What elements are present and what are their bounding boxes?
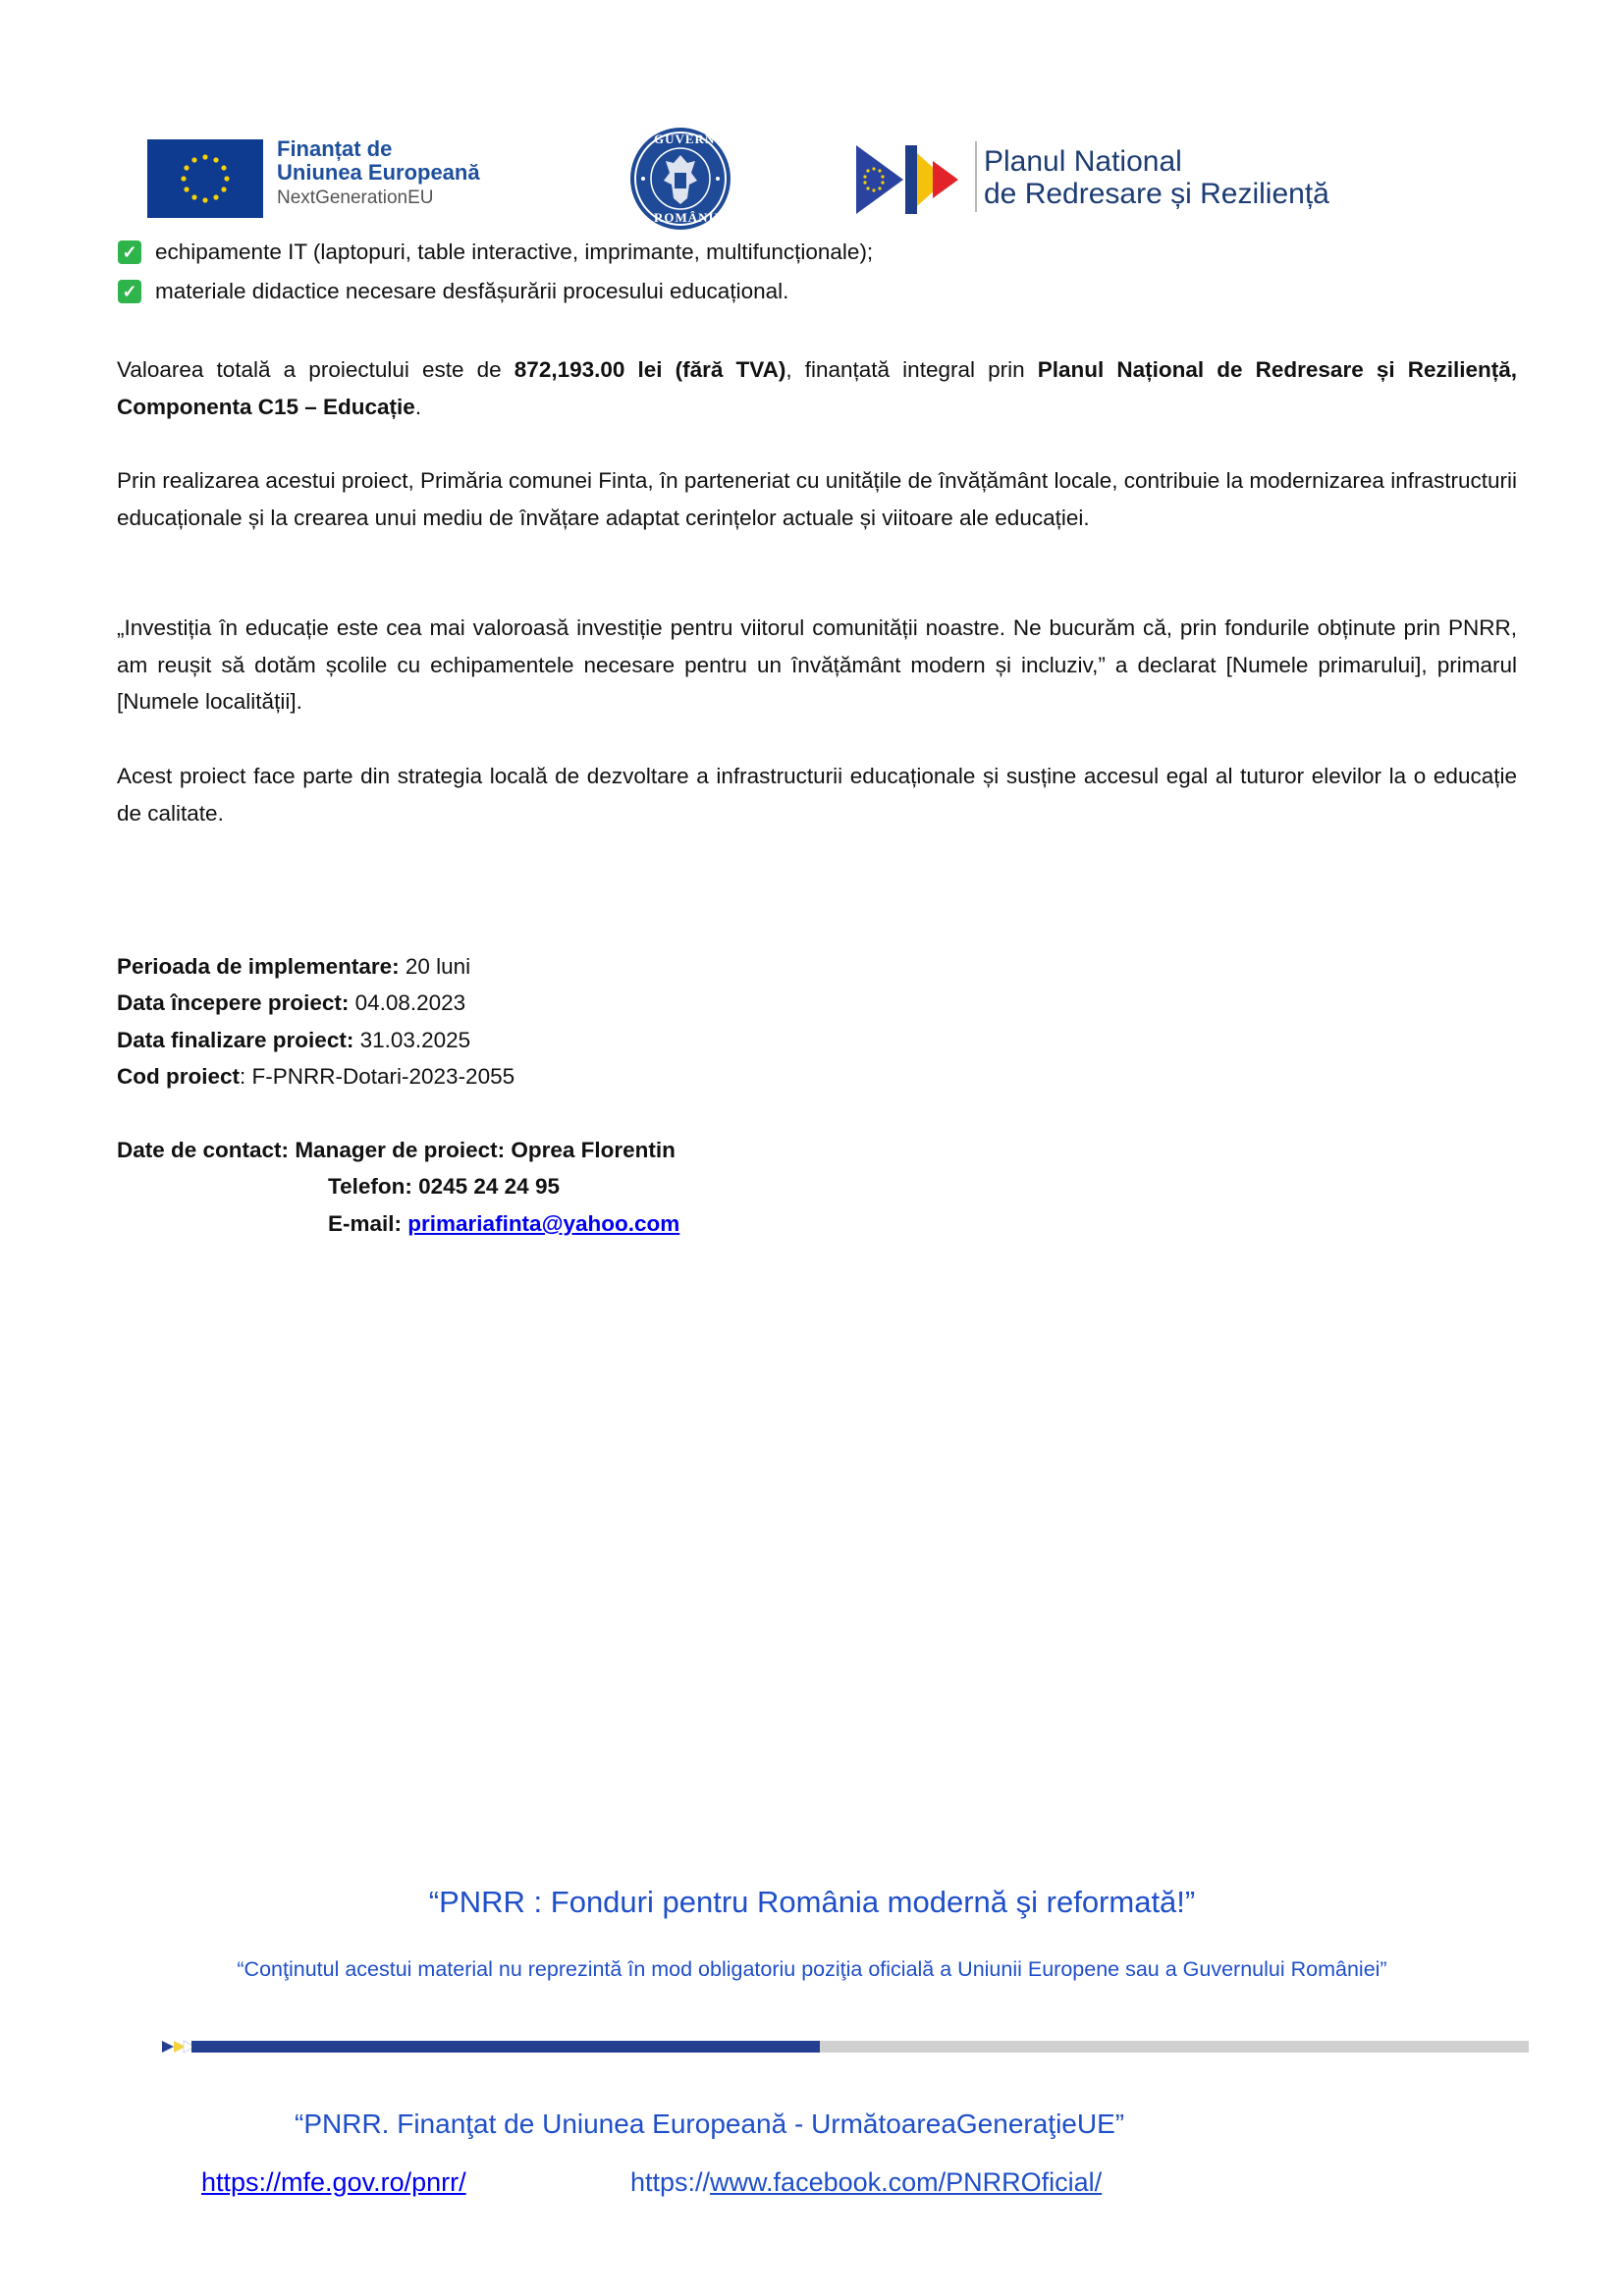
pnrr-logo-line2: de Redresare și Reziliență bbox=[984, 178, 1329, 210]
eu-logo-line1: Finanțat de bbox=[277, 136, 393, 161]
info-label: Data finalizare proiect: bbox=[117, 1028, 354, 1052]
contact-phone: Telefon: 0245 24 24 95 bbox=[328, 1174, 560, 1199]
info-value: 04.08.2023 bbox=[349, 990, 466, 1015]
pnrr-logo-text bbox=[984, 145, 1329, 210]
info-project-code bbox=[117, 1058, 514, 1095]
value-text-mid: , finanțată integral prin bbox=[785, 357, 1038, 382]
seal-text-top: GUVERNUL bbox=[654, 132, 735, 146]
seal-text-bottom: ROMÂNIEI bbox=[654, 210, 731, 225]
eu-funding-logo-text bbox=[277, 137, 480, 210]
pnrr-logo-line1: Planul National bbox=[984, 145, 1182, 178]
info-start-date bbox=[117, 985, 465, 1022]
checklist-item bbox=[118, 240, 873, 265]
info-label: Data începere proiect: bbox=[117, 990, 350, 1015]
checklist-item-text: materiale didactice necesare desfășurării procesului educațional. bbox=[155, 279, 789, 303]
checklist-item bbox=[118, 279, 788, 304]
info-implementation-period bbox=[117, 948, 470, 986]
eu-logo-line2: Uniunea Europeană bbox=[277, 160, 480, 185]
info-label: Cod proiect bbox=[117, 1064, 241, 1089]
contact-phone-line bbox=[328, 1168, 560, 1205]
funding-program: Planul Național de Redresare și Reziliență, Componenta C15 – Educație bbox=[117, 357, 1517, 419]
pnrr-slogan: “PNRR : Fonduri pentru România modernă şi reformată!” bbox=[428, 1885, 1196, 1919]
contact-email-link[interactable]: primariafinta@yahoo.com bbox=[407, 1211, 680, 1236]
eu-logo-line3: NextGenerationEU bbox=[277, 187, 434, 208]
value-text-end: . bbox=[414, 394, 422, 419]
eu-flag-logo bbox=[147, 139, 263, 218]
info-value: : F-PNRR-Dotari-2023-2055 bbox=[240, 1064, 515, 1089]
pnrr-arrows-icon bbox=[856, 145, 974, 214]
strategy-paragraph: Acest proiect face parte din strategia locală de dezvoltare a infrastructurii educaționale și susține accesul egal al tuturor elevilor la o educație de calitate. bbox=[117, 764, 1517, 826]
project-value-paragraph bbox=[117, 351, 1517, 425]
info-label: Perioada de implementare: bbox=[117, 954, 400, 979]
contact-email-label: E-mail: bbox=[328, 1211, 408, 1236]
quote-paragraph: „Investiția în educație este cea mai valoroasă investiție pentru viitorul comunității noastre. Ne bucurăm că, prin fondurile obținute prin PNRR, am reușit să dotăm școlile cu echipamentele necesare pentru un învățământ modern și incluziv,” a declarat [Numele primarului], primarul [Numele localității]. bbox=[117, 615, 1517, 714]
facebook-link-line bbox=[630, 2167, 1102, 2198]
contact-label: Date de contact: bbox=[117, 1138, 290, 1162]
facebook-link-prefix: https:// bbox=[630, 2167, 711, 2197]
checkbox-checked-icon: ✓ bbox=[118, 280, 141, 303]
contact-email-line bbox=[328, 1205, 679, 1243]
facebook-link[interactable]: www.facebook.com/PNRROficial/ bbox=[710, 2167, 1103, 2197]
checkbox-checked-icon: ✓ bbox=[118, 240, 141, 264]
contact-manager: Manager de proiect: Oprea Florentin bbox=[295, 1138, 676, 1162]
disclaimer-text: “Conţinutul acestui material nu reprezintă în mod obligatoriu poziţia oficială a Uniunii Europene sau a Guvernului României” bbox=[237, 1957, 1387, 1981]
checklist-item-text: echipamente IT (laptopuri, table interactive, imprimante, multifuncționale); bbox=[155, 240, 874, 264]
footer-bar-grey bbox=[820, 2041, 1529, 2053]
partnership-paragraph: Prin realizarea acestui proiect, Primăria comunei Finta, în parteneriat cu unitățile de învățământ locale, contribuie la modernizarea infrastructurii educaționale și la crearea unui mediu de învățare adaptat cerințelor actuale și viitoare ale educației. bbox=[117, 468, 1517, 530]
info-value: 20 luni bbox=[399, 954, 471, 979]
footer-progress-bar bbox=[162, 2041, 1537, 2053]
info-value: 31.03.2025 bbox=[353, 1028, 471, 1052]
info-end-date bbox=[117, 1022, 470, 1059]
pnrr-logo-divider bbox=[975, 141, 977, 212]
contact-block bbox=[117, 1132, 676, 1169]
romanian-government-seal bbox=[628, 126, 735, 232]
pnrr-tagline: “PNRR. Finanţat de Uniunea Europeană - UrmătoareaGeneraţieUE” bbox=[295, 2109, 1125, 2139]
project-amount: 872,193.00 lei (fără TVA) bbox=[514, 357, 786, 382]
mfe-link[interactable]: https://mfe.gov.ro/pnrr/ bbox=[201, 2167, 466, 2197]
pnrr-arrow-logo bbox=[856, 145, 974, 214]
eu-stars-icon bbox=[147, 139, 263, 218]
value-text-pre: Valoarea totală a proiectului este de bbox=[117, 357, 514, 382]
footer-bar-blue bbox=[191, 2041, 820, 2053]
